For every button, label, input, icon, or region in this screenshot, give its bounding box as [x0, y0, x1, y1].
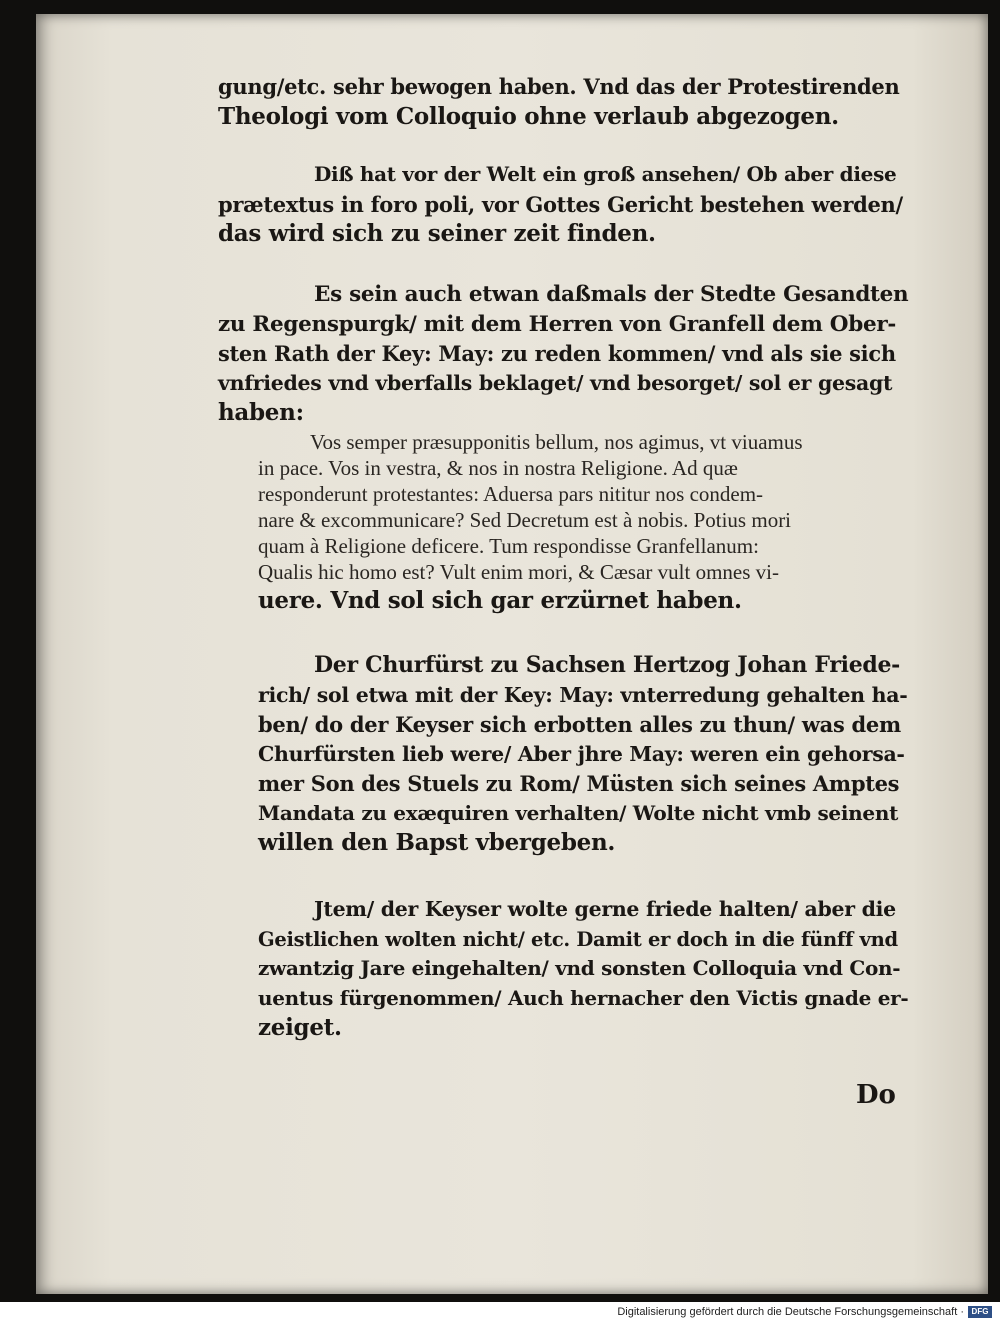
text-line: uere. Vnd sol sich gar erzürnet haben. [258, 587, 742, 614]
paragraph-2 [218, 160, 908, 249]
text-line: zu Regenspurgk/ mit dem Herren von Granfell dem Ober- [218, 311, 896, 337]
text-line: haben: [218, 399, 304, 426]
text-line: Churfürsten lieb were/ Aber jhre May: weren ein gehorsa- [258, 741, 905, 766]
funding-notice: Digitalisierung gefördert durch die Deutsche Forschungsgemeinschaft · [617, 1306, 964, 1318]
text-line: ben/ do der Keyser sich erbotten alles zu thun/ was dem [258, 712, 901, 737]
latin-line: Vos semper præsupponitis bellum, nos agimus, vt viuamus [310, 430, 803, 454]
text-line: zeiget. [258, 1014, 342, 1041]
latin-line: in pace. Vos in vestra, & nos in nostra Religione. Ad quæ [258, 456, 738, 480]
text-line: Geistlichen wolten nicht/ etc. Damit er doch in die fünff vnd [258, 927, 898, 951]
text-line: das wird sich zu seiner zeit finden. [218, 220, 656, 247]
text-line: Theologi vom Colloquio ohne verlaub abgezogen. [218, 102, 839, 130]
paragraph-3 [218, 280, 908, 428]
text-line: Es sein auch etwan daßmals der Stedte Gesandten [314, 282, 909, 307]
latin-line: responderunt protestantes: Aduersa pars nititur nos condem- [258, 482, 764, 506]
paragraph-5 [258, 651, 908, 858]
text-line: Mandata zu exæquiren verhalten/ Wolte nicht vmb seinent [258, 800, 899, 825]
text-line: Der Churfürst zu Sachsen Hertzog Johan Friede- [314, 652, 901, 678]
latin-line: Qualis hic homo est? Vult enim mori, & Cæsar vult omnes vi- [258, 560, 779, 584]
text-line: Diß hat vor der Welt ein groß ansehen/ Ob aber diese [314, 162, 897, 186]
footer-bar [0, 1302, 1000, 1323]
text-line: vnfriedes vnd vberfalls beklaget/ vnd besorget/ sol er gesagt [218, 370, 893, 395]
paragraph-6 [258, 895, 908, 1043]
text-line: Jtem/ der Keyser wolte gerne friede halten/ aber die [314, 897, 896, 921]
catchword: Do [856, 1080, 896, 1110]
text-line: mer Son des Stuels zu Rom/ Müsten sich seines Amptes [258, 771, 900, 796]
latin-line: quam à Religione deficere. Tum respondisse Granfellanum: [258, 534, 759, 558]
latin-quotation [258, 429, 908, 617]
latin-line: nare & excommunicare? Sed Decretum est à nobis. Potius mori [258, 508, 792, 532]
text-line: prætextus in foro poli, vor Gottes Gericht bestehen werden/ [218, 191, 903, 217]
text-line: willen den Bapst vbergeben. [258, 829, 616, 856]
paragraph-1 [218, 72, 908, 131]
text-line: sten Rath der Key: May: zu reden kommen/ vnd als sie sich [218, 341, 896, 366]
dfg-logo: DFG [968, 1306, 992, 1318]
text-line: gung/etc. sehr bewogen haben. Vnd das der Protestirenden [218, 74, 900, 99]
text-line: uentus fürgenommen/ Auch hernacher den Victis gnade er- [258, 985, 909, 1010]
text-line: rich/ sol etwa mit der Key: May: vnterredung gehalten ha- [258, 682, 908, 707]
text-line: zwantzig Jare eingehalten/ vnd sonsten Colloquia vnd Con- [258, 956, 901, 980]
